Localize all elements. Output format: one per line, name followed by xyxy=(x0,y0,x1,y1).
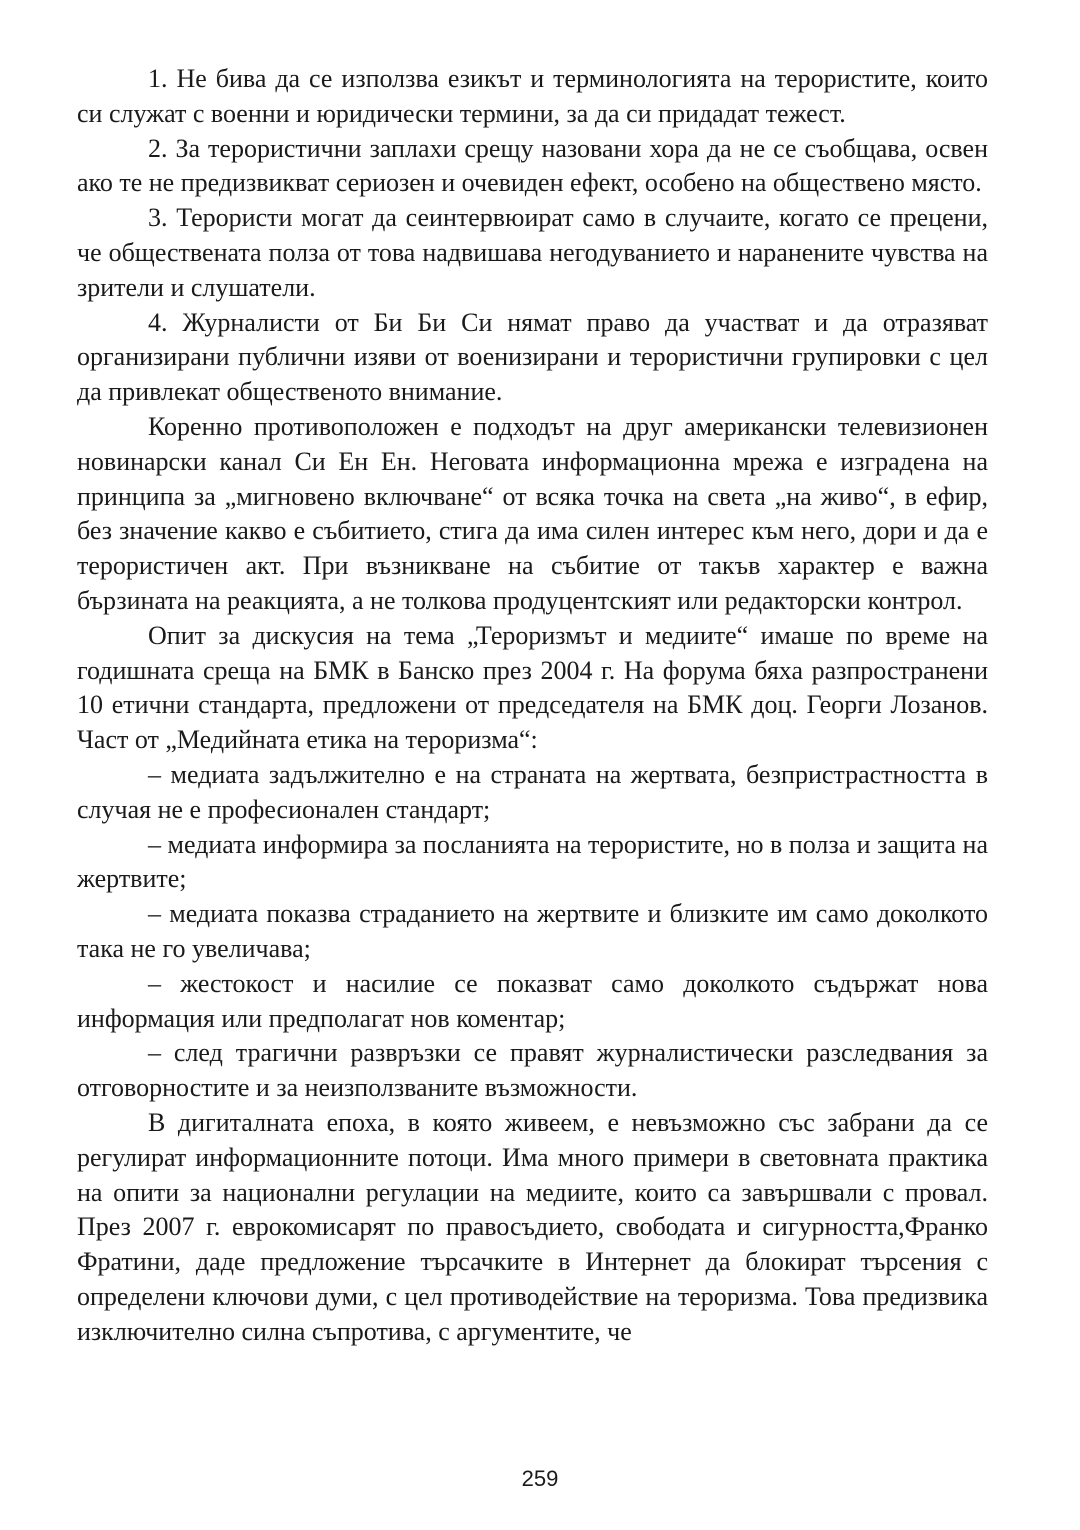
list-item-5: – след трагични развръзки се правят журналистически разследвания за отговорностите и за неизползваните възможности. xyxy=(77,1038,988,1103)
paragraph-4: 4. Журналисти от Би Би Си нямат право да участват и да отразяват организирани публични изяви от военизирани и терористични групировки с цел да привлекат общественото внимание. xyxy=(77,307,988,407)
list-item-1: – медиата задължително е на страната на жертвата, безпристрастността в случая не е професионален стандарт; xyxy=(77,759,988,824)
list-item-4: – жестокост и насилие се показват само доколкото съдържат нова информация или предполагат нов коментар; xyxy=(77,968,988,1033)
paragraph-5: Коренно противоположен е подходът на друг американски телевизионен новинарски канал Си Ен Ен. Неговата информационна мрежа е изградена на принципа за „мигновено включване“ от всяка точка на света „на живо“, в ефир, без значение какво е събитието, стига да има силен интерес към него, дори и да е терористичен акт. При възникване на събитие от такъв характер е важна бързината на реакцията, а не толкова продуцентският или редакторски контрол. xyxy=(77,411,988,615)
list-item-3: – медиата показва страданието на жертвите и близките им само доколкото така не го увеличава; xyxy=(77,899,988,963)
paragraph-1: 1. Не бива да се използва езикът и терминологията на терористите, които си служат с военни и юридически термини, за да си придадат тежест. xyxy=(77,64,988,128)
page-body xyxy=(77,62,988,1349)
paragraph-7: В дигиталната епоха, в която живеем, е невъзможно със забрани да се регулират информационните потоци. Има много примери в световната практика на опити за национални регулации на медиите, които са завършвали с провал. През 2007 г. еврокомисарят по правосъдието, свободата и сигурността,Франко Фратини, даде предложение търсачките в Интернет да блокират търсения с определени ключови думи, с цел противодействие на тероризма. Това предизвика изключително силна съпротива, с аргументите, че xyxy=(77,1107,988,1346)
list-item-2: – медиата информира за посланията на терористите, но в полза и защита на жертвите; xyxy=(77,829,988,894)
paragraph-2: 2. За терористични заплахи срещу назовани хора да не се съобщава, освен ако те не предизвикват сериозен и очевиден ефект, особено на обществено място. xyxy=(77,133,988,198)
paragraph-3: 3. Терористи могат да сеинтервюират само в случаите, когато се прецени, че обществената полза от това надвишава негодуванието и наранените чувства на зрители и слушатели. xyxy=(77,203,988,302)
page-number: 259 xyxy=(521,1466,559,1491)
paragraph-6: Опит за дискусия на тема „Тероризмът и медиите“ имаше по време на годишната среща на БМК в Банско през 2004 г. На форума бяха разпространени 10 етични стандарта, предложени от председателя на БМК доц. Георги Лозанов. Част от „Медийната етика на тероризма“: xyxy=(77,620,988,755)
